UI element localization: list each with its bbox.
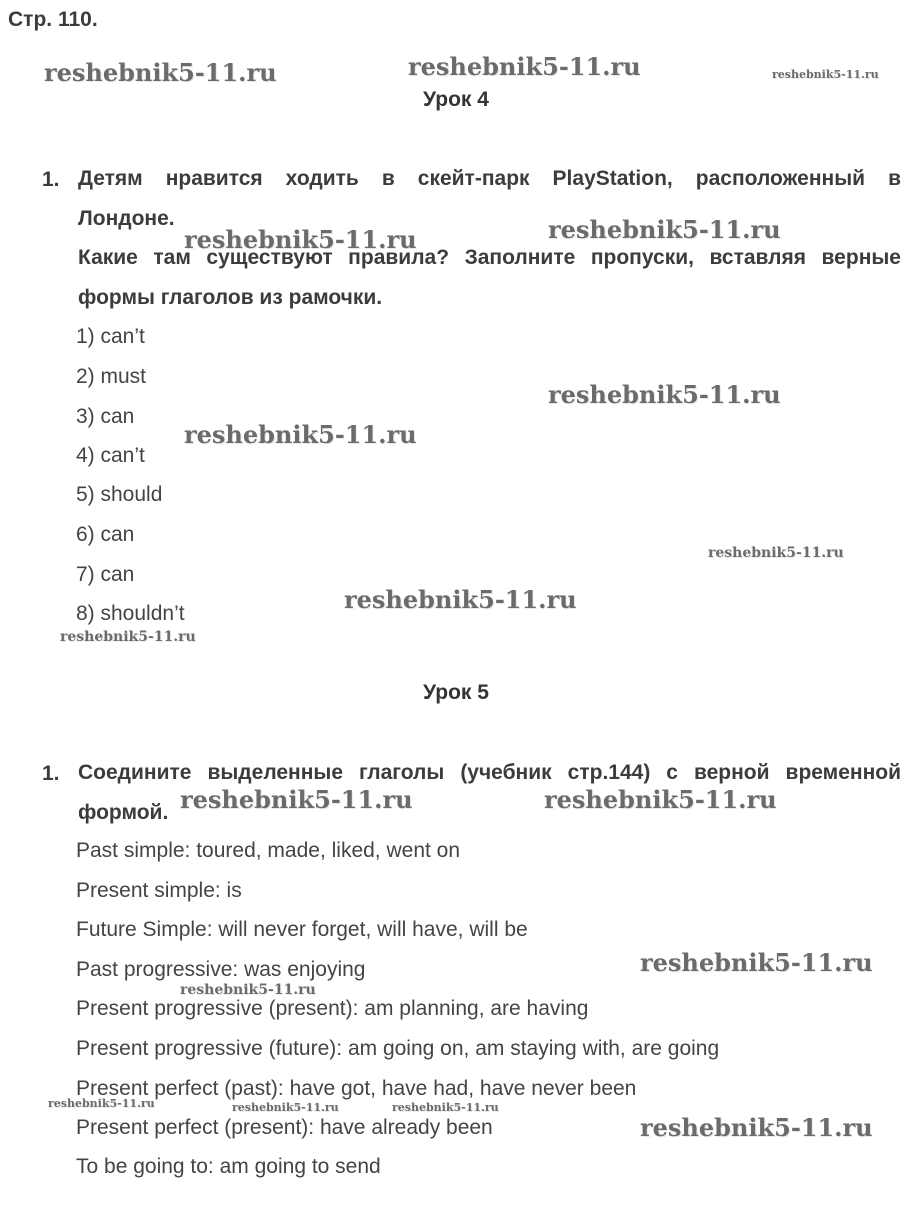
answer-line: Present progressive (future): am going on, am staying with, are going [76, 1037, 720, 1060]
answer-line: 2) must [76, 365, 147, 388]
task-instruction-line: формой. [78, 801, 169, 824]
answer-line: Present perfect (past): have got, have had, have never been [76, 1077, 637, 1100]
lesson-4-title: Урок 4 [423, 88, 489, 111]
task-instruction-line: Соедините выделенные глаголы (учебник стр.144) с верной временной [78, 761, 901, 784]
watermark: reshebnik5-11.ru [184, 225, 417, 254]
task-instruction-line: Детям нравится ходить в скейт-парк PlayStation, расположенный в [78, 167, 901, 190]
watermark: reshebnik5-11.ru [640, 948, 873, 977]
watermark: reshebnik5-11.ru [392, 1101, 499, 1114]
answer-line: Past progressive: was enjoying [76, 958, 366, 981]
answer-line: 7) can [76, 563, 135, 586]
watermark: reshebnik5-11.ru [544, 785, 777, 814]
page-label: Стр. 110. [8, 8, 98, 31]
lesson-5-title: Урок 5 [423, 681, 489, 704]
task-number: 1. [42, 168, 60, 191]
answer-line: 8) shouldn’t [76, 602, 185, 625]
task-instruction-line: Лондоне. [78, 207, 175, 230]
answer-line: 3) can [76, 405, 135, 428]
watermark: reshebnik5-11.ru [548, 215, 781, 244]
task-number: 1. [42, 762, 60, 785]
answer-line: 6) can [76, 523, 135, 546]
answer-line: Present simple: is [76, 879, 242, 902]
watermark: reshebnik5-11.ru [60, 629, 196, 645]
watermark: reshebnik5-11.ru [180, 982, 316, 998]
watermark: reshebnik5-11.ru [184, 420, 417, 449]
answer-line: Present perfect (present): have already been [76, 1116, 493, 1139]
answer-line: 4) can’t [76, 444, 145, 467]
watermark: reshebnik5-11.ru [232, 1101, 339, 1114]
answer-line: To be going to: am going to send [76, 1155, 381, 1178]
watermark: reshebnik5-11.ru [772, 68, 879, 81]
watermark: reshebnik5-11.ru [708, 545, 844, 561]
watermark: reshebnik5-11.ru [344, 585, 577, 614]
answer-line: Past simple: toured, made, liked, went on [76, 839, 461, 862]
watermark: reshebnik5-11.ru [48, 1097, 155, 1110]
watermark: reshebnik5-11.ru [548, 380, 781, 409]
answer-line: Future Simple: will never forget, will have, will be [76, 918, 528, 941]
watermark: reshebnik5-11.ru [44, 58, 277, 87]
watermark: reshebnik5-11.ru [640, 1113, 873, 1142]
answer-line: 5) should [76, 483, 163, 506]
task-instruction-line: Какие там существуют правила? Заполните пропуски, вставляя верные [78, 246, 901, 269]
task-instruction-line: формы глаголов из рамочки. [78, 286, 383, 309]
answer-line: Present progressive (present): am planning, are having [76, 997, 589, 1020]
watermark: reshebnik5-11.ru [180, 785, 413, 814]
answer-line: 1) can’t [76, 325, 145, 348]
watermark: reshebnik5-11.ru [408, 52, 641, 81]
